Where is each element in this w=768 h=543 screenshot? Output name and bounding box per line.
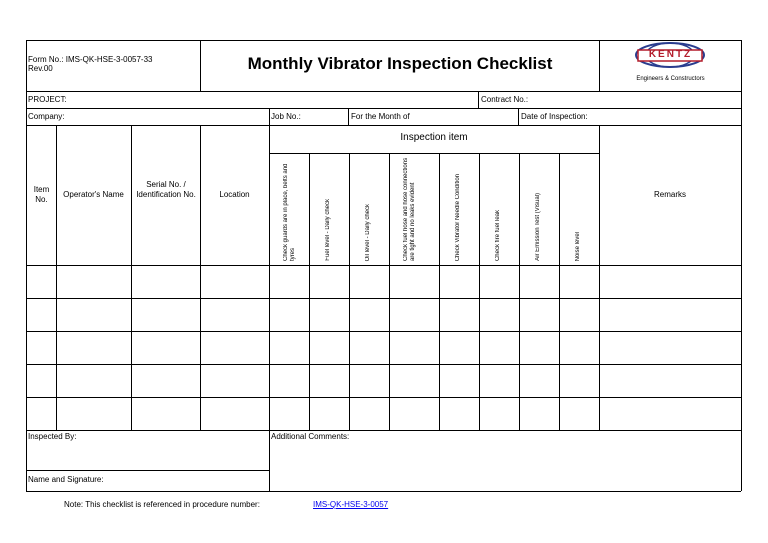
inspection-item-header: Inspection item bbox=[400, 132, 468, 143]
grid-line bbox=[479, 153, 480, 430]
form-number: Form No.: IMS-QK-HSE-3-0057-33 bbox=[28, 55, 153, 64]
grid-line bbox=[741, 40, 742, 491]
grid-line bbox=[478, 91, 479, 108]
grid-line bbox=[26, 40, 741, 41]
inspection-col-1: Check guards are in place, belts and tyres bbox=[283, 163, 296, 261]
grid-line bbox=[519, 153, 520, 430]
grid-line bbox=[269, 153, 599, 154]
inspection-col-5: Check Vibrator Needle Condition bbox=[455, 173, 461, 261]
inspection-col-3: Oil level - Daily check bbox=[365, 203, 371, 261]
grid-line bbox=[599, 40, 600, 91]
grid-line bbox=[599, 125, 600, 430]
logo-tagline: Engineers & Constructors bbox=[636, 76, 705, 82]
inspected-by-label: Inspected By: bbox=[28, 432, 77, 441]
grid-line bbox=[26, 470, 269, 471]
grid-line bbox=[269, 108, 270, 125]
procedure-link[interactable]: IMS-QK-HSE-3-0057 bbox=[313, 500, 389, 509]
grid-line bbox=[26, 298, 741, 299]
grid-line bbox=[269, 430, 270, 491]
grid-line bbox=[269, 125, 270, 430]
grid-line bbox=[26, 397, 741, 398]
additional-comments-label: Additional Comments: bbox=[271, 432, 350, 441]
name-signature-label: Name and Signature: bbox=[28, 475, 104, 484]
job-no-label: Job No.: bbox=[271, 112, 301, 121]
operator-name-header: Operator's Name bbox=[63, 190, 124, 199]
inspection-date-label: Date of Inspection: bbox=[521, 112, 588, 121]
grid-line bbox=[26, 91, 741, 92]
serial-no-header: Serial No. / Identification No. bbox=[136, 180, 196, 199]
inspection-col-4: Check fuel hose and hose connections are tight and no leaks evident bbox=[403, 157, 416, 261]
grid-line bbox=[26, 265, 741, 266]
grid-line bbox=[559, 153, 560, 430]
month-label: For the Month of bbox=[351, 112, 410, 121]
grid-line bbox=[200, 125, 201, 430]
grid-line bbox=[26, 430, 741, 431]
procedure-note: Note: This checklist is referenced in procedure number: bbox=[64, 500, 260, 509]
grid-line bbox=[518, 108, 519, 125]
item-no-header: Item No. bbox=[33, 185, 50, 204]
inspection-col-2: Fuel level - Daily check bbox=[325, 199, 331, 261]
grid-line bbox=[309, 153, 310, 430]
grid-line bbox=[26, 331, 741, 332]
company-label: Company: bbox=[28, 112, 65, 121]
grid-line bbox=[348, 108, 349, 125]
inspection-col-7: Air Emission Test (Visual) bbox=[535, 193, 541, 261]
grid-line bbox=[389, 153, 390, 430]
kentz-logo-icon bbox=[600, 40, 741, 92]
inspection-col-6: Check fire fuel leak bbox=[495, 209, 501, 261]
grid-line bbox=[349, 153, 350, 430]
grid-line bbox=[439, 153, 440, 430]
inspection-col-8: Noise level bbox=[575, 231, 581, 261]
revision: Rev.00 bbox=[28, 64, 53, 73]
project-label: PROJECT: bbox=[28, 95, 67, 104]
remarks-header: Remarks bbox=[653, 190, 686, 199]
contract-no-label: Contract No.: bbox=[481, 95, 529, 104]
company-logo bbox=[600, 40, 741, 92]
grid-line bbox=[26, 491, 741, 492]
grid-line bbox=[131, 125, 132, 430]
page-title: Monthly Vibrator Inspection Checklist bbox=[247, 54, 553, 73]
logo-brand: KENTZ bbox=[648, 49, 693, 60]
grid-line bbox=[200, 40, 201, 91]
grid-line bbox=[26, 364, 741, 365]
location-header: Location bbox=[219, 190, 250, 199]
grid-line bbox=[56, 125, 57, 430]
grid-line bbox=[26, 108, 741, 109]
grid-line bbox=[26, 125, 741, 126]
